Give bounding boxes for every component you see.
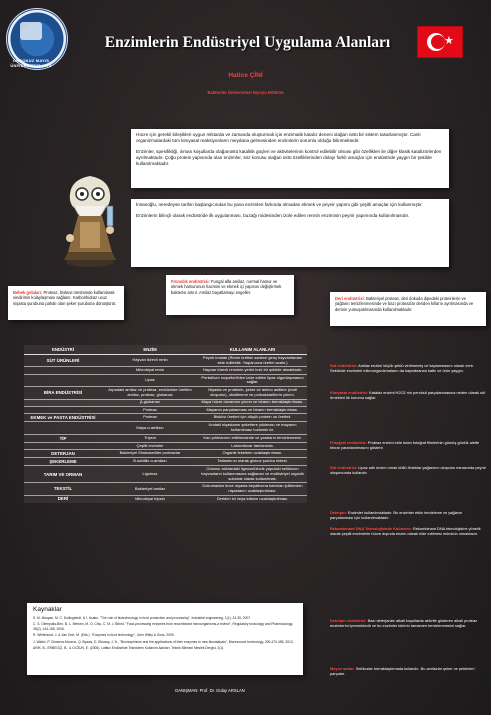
table-cell-enzyme: Arpadaki amilaz ve proteaz, endüstride üretilen amilaz, proteaz, glukanaz xyxy=(102,387,198,399)
table-row xyxy=(24,387,307,399)
table-cell-usage: Tatlandırıcı olarak glukoz şurubu eldesi. xyxy=(198,458,307,466)
table-row xyxy=(24,442,307,449)
header-usage: KULLANIM ALANLARI xyxy=(198,345,307,355)
table-cell-enzyme: Çeşitli enzimler xyxy=(102,442,198,449)
note-chemical-heading: Kimyasal endüstrisi: xyxy=(330,390,369,395)
logo-emblem-icon xyxy=(20,22,42,40)
leather-text: Bakteriyel proteaz, deri dokuda dipedeki proteinlerin ve yağların temizlenmesinde ve bazı proteazlar deriden kılların ayrılmasında ve derinin yumuşatılmasında kullanılmaktadır. xyxy=(335,296,474,312)
table-row xyxy=(24,434,307,442)
logo-text: ONDOKUZ MAYIS ÜNİVERSİTESİ 1975 xyxy=(10,58,52,68)
table-row xyxy=(24,450,307,458)
table-cell-usage: Odunsu atıklardaki lignoselülozik yapıdaki selülozun hayvanların kullanmasına sağlanan ve endüstriyel organik substrat olarak kullanılmak. xyxy=(198,466,307,483)
table-cell-enzyme: Maya α-amilazı xyxy=(102,422,198,434)
note-photo xyxy=(330,440,486,450)
turkish-flag-icon xyxy=(418,27,462,57)
table-body xyxy=(24,355,307,503)
note-detergent-industry xyxy=(330,618,486,628)
table-cell-enzyme: Hayvan türevli renin xyxy=(102,355,198,367)
table-cell-industry xyxy=(24,406,102,413)
note-milk-heading: Süt endüstrisi: xyxy=(330,465,358,470)
institution-name: Bakteriler Üniversitesi Biyoyo Bölümü xyxy=(207,90,284,95)
header-industry: ENDÜSTRİ xyxy=(24,345,102,355)
table-cell-industry: ŞEKERLEME xyxy=(24,458,102,466)
history-paragraph-1: İnsanoğlu, neredeyse tarihin başlangıcından bu yana enzimleri farkında olmadan ekmek ve peynir yapımı gibi çeşitli amaçlar için kullanmıştır. xyxy=(136,202,423,207)
intro-box xyxy=(131,129,449,188)
table-row xyxy=(24,374,307,386)
table-cell-usage: Kan pıhtılarının eritilmesinde ve yaraların temizlenmesi. xyxy=(198,434,307,442)
table-cell-industry xyxy=(24,442,102,449)
table-cell-usage: Maya hücre duvarının yıkımı ve biranın berraklaştırılması. xyxy=(198,399,307,406)
baby-food-text: Proteaz, bisküvi üretiminde kullanılarak sindirimin kolaylaşması sağlanır. Karbonhidraz ucuz nişasta şurubuna pahalı olan şeker şurubuna dönüştürür. xyxy=(13,290,117,306)
table-cell-industry xyxy=(24,399,102,406)
table-cell-enzyme: β-glukanaz xyxy=(102,399,198,406)
table-row xyxy=(24,414,307,422)
leather-heading: Deri endüstrisi: xyxy=(335,296,366,301)
note-juice xyxy=(330,666,486,676)
table-cell-industry xyxy=(24,367,102,374)
flag-crescent-inner xyxy=(431,35,445,49)
table-cell-enzyme: Tripsin xyxy=(102,434,198,442)
note-detergent xyxy=(330,510,486,520)
table-row xyxy=(24,367,307,374)
note-juice-text: Selülozlar berraklaştırmada kullanılır. Bu amilazlar şeker ve pektinleri parçalar. xyxy=(330,666,475,677)
note-milk-text: Lipaz adlı enzim ırmak küflü findıklar yağlarının oluşumu esnasında peynir oluşumunda kullanılır. xyxy=(330,465,486,476)
table-cell-enzyme: Proteaz xyxy=(102,414,198,422)
table-row xyxy=(24,355,307,367)
note-dairy-heading: Süt endüstrisi: xyxy=(330,363,358,368)
table-cell-industry: TEKSTİL xyxy=(24,483,102,495)
table-cell-usage: Deriden kıl veya kılların uzaklaştırılması. xyxy=(198,495,307,502)
reference-item: R. Whitehurst, J. & Van Oort, M. (Eds.). "Enzymes in food technology", John Wiley & Sons, 2009. xyxy=(33,633,175,638)
table-cell-industry: BİRA ENDÜSTRİSİ xyxy=(24,387,102,399)
table-cell-usage: Bisküvi üretimi için düşük protein un üretimi. xyxy=(198,414,307,422)
references-title: Kaynaklar xyxy=(33,606,62,613)
table-cell-usage: Nişasta ve proteinin, şeker ve amino asitlere (malt oluşumu), oksitlenme ve polisakkaritlerin yıkımı. xyxy=(198,387,307,399)
table-cell-industry xyxy=(24,374,102,386)
bakery-text: Fungal alfa amilaz, normal hamur ve ekmek hamurunun hacmini ve ekmek içi yapısını değiştirmek bakterisi artırır. Amilaz bayatlamayı engeller. xyxy=(171,279,282,295)
table-row xyxy=(24,422,307,434)
table-row xyxy=(24,458,307,466)
baby-food-heading: Bebek gıdaları: xyxy=(13,290,43,295)
reference-item: J. Walsh, P. Cisneros-Moreno, Q. Byaws, D. Eksowy, J. N., "Biomorphisms and the applications of their enzymes to new biocatalysis", Bioresource technology, 290-470-495, 2013. xyxy=(33,639,294,644)
intro-paragraph-2: Enzimler, spesifikliği, ılıman koşullarda olağanüstü katalitik güçleri ve aktivitelerinin kontrol edilebilir olması gibi özellikleri ile diğer klasik katalizörlerden ayrılmaktadır. Çoğu protein yapısında olan enzimler, söz konusu olağan üstü özelliklerinden dolayı farklı amaçlar için endüstride yaygın bir şekilde kullanılmaktadır. xyxy=(136,148,442,166)
bakery-box xyxy=(166,275,294,315)
poster-title: Enzimlerin Endüstriyel Uygulama Alanları xyxy=(104,34,391,51)
note-milk xyxy=(330,465,486,475)
note-recombinant-text: Rekombinant DNA teknolojisine yönelik olarak çeşitli enzimlerin hücre dışında enzim olarak elde edilmesi mümkün olmaktadır. xyxy=(330,526,481,537)
baby-food-box xyxy=(8,286,124,320)
author-name: Hatice ÇİNİ xyxy=(228,72,263,79)
note-detergent-text: Enzimler kullanılmaktadır. Bu enzimler etkin temizleme ve yağların parçalanması için kullanılmaktadır. xyxy=(330,510,463,521)
table-cell-usage: Peynir imalatı (Renin üretimi sadece genç hayvanlardan elde edilebilir. Yaşlanınca üretim azalır.) xyxy=(198,355,307,367)
note-dairy xyxy=(330,363,486,373)
enzyme-usage-table xyxy=(24,345,307,503)
table-cell-industry: TİP xyxy=(24,434,102,442)
table-row xyxy=(24,406,307,413)
note-photo-text: Proteaz enzimi elde tutan fotoğraf filmlerinin gümüş gözlük alette tekrar yararlanılmasını gösterir. xyxy=(330,440,480,451)
scientist-illustration-icon xyxy=(60,160,120,270)
table-cell-usage: Laboratuvar tanılarında. xyxy=(198,442,307,449)
note-detergent-industry-heading: Deterjan endüstrisi: xyxy=(330,618,367,623)
table-row xyxy=(24,495,307,502)
note-chemical xyxy=(330,390,486,400)
note-juice-heading: Meyve suları: xyxy=(330,666,355,671)
flag-star-icon: ★ xyxy=(444,35,454,47)
table-cell-usage: Hayvan türevli renninin yerini hızlı bir şekilde almaktadır. xyxy=(198,367,307,374)
history-paragraph-2: Enzimlerin bilinçli olarak endüstride ilk uygulanması, buzağı midesinden izole edilen rennin enziminin peynir yapımında kullanılmasıdır. xyxy=(136,212,410,218)
advisor-credit: DANIŞMAN: Prof. Dr. Gülay ARSLAN xyxy=(175,688,245,693)
header-enzyme: ENZİM xyxy=(102,345,198,355)
table-cell-industry xyxy=(24,422,102,434)
note-photo-heading: Fotoğraf endüstrisi: xyxy=(330,440,367,445)
history-box xyxy=(131,199,449,267)
table-cell-enzyme: Lipaz xyxy=(102,374,198,386)
table-cell-usage: Undaki nişastanın şekerlere yıkılması ve mayanın kullanılması hızlandırılır. xyxy=(198,422,307,434)
note-recombinant-heading: Rekombinant DNA Teknolojisinde Kullanımı: xyxy=(330,526,412,531)
reference-item: ARIK, B., ERBEGÇİ, B., & OLĞUN, E. (2006). Latitus Endüstride Tekniklerin Kullanım Alanları. Teknik Bilimsel Meslek Dergisi, 2(1). xyxy=(33,646,225,651)
table-cell-enzyme: Bakteriyel amilaz xyxy=(102,483,198,495)
table-row xyxy=(24,483,307,495)
table-cell-industry: DETERJAN xyxy=(24,450,102,458)
table-cell-enzyme: Mikrobiyal renin xyxy=(102,367,198,374)
table-cell-enzyme: Mikrobiyal tripsin xyxy=(102,495,198,502)
note-chemical-text: Katalaz enzimi H2O2 nin peroksit parçalanmasına neden olarak süt örnekleri ile koruma sağlar. xyxy=(330,390,486,401)
table-header-row xyxy=(24,345,307,355)
bakery-heading: Fırıncılık endüstrisi: xyxy=(171,279,210,284)
reference-item: S. M. Mosyan, M. C. Dollingstedt, & I. Usaku. "The role of biotechnology in food production and processing", Industrial engineering, 1(1), 24-35, 2007. xyxy=(33,616,252,620)
references-list xyxy=(33,616,297,650)
table-cell-usage: Organik lekelerin uzaklaştırılması. xyxy=(198,450,307,458)
table-cell-usage: Mayanın parçalanması ve biranın berraklaştırılması. xyxy=(198,406,307,413)
table-cell-industry: SÜT ÜRÜNLERİ xyxy=(24,355,102,367)
reference-item: C. S. Olempaks-Ben, B. L. Merken, M. O. Chiu, C. M. J. Bibird. "Food-processing enzymes from recombinant microorganisms-a review", Regulatory toxicology and Pharmacology, 45(2), 144-158, 2006. xyxy=(33,622,294,631)
note-detergent-heading: Deterjan: xyxy=(330,510,347,515)
table-cell-enzyme: Ligninaz xyxy=(102,466,198,483)
table-cell-usage: Dokumadan önce nişasta beyaltısına batırılan ipliklerden nişastanın uzaklaştırılması. xyxy=(198,483,307,495)
intro-paragraph-1: Hücre için gerekli bileşikleri uygun miktarda ve zamanda oluşturmak için enzimatik katalız deneni olağan üstü bir sistem tasarlanmıştır. Canlı organizmalardaki tüm kimyasal reaksiyonların meydana gelmesinden enzimlerin sorumlu olduğu bilinmektedir. xyxy=(136,132,421,143)
note-detergent-industry-text: Bazı deterjanlar alkali koşullarda aktivite gösteren alkali proteaz enzimlerini içermektedir ve bu enzimler kirlerin tamamen temizlenmesini sağlar. xyxy=(330,618,478,629)
table-row xyxy=(24,399,307,406)
table-cell-enzyme: B.subtilis α-amilazı xyxy=(102,458,198,466)
leather-box xyxy=(330,292,486,326)
table-cell-industry: TARIM VE ORMAN xyxy=(24,466,102,483)
note-recombinant xyxy=(330,526,486,536)
note-dairy-text: Amilaz enzimi küçük şeklü verilmemiş ve kaplanmasını olarak verir. Sektörde enzimleri mikroorganizmaların da kaynaklanan katkı ve ürün yaygın. xyxy=(330,363,474,374)
table-cell-industry: DERİ xyxy=(24,495,102,502)
references-box xyxy=(27,603,303,675)
table-cell-industry: EKMEK ve PASTA ENDÜSTRİSİ xyxy=(24,414,102,422)
table-cell-usage: Penisilium roqueforti'den izole edilen lipaz olgunlaşmasını sağlar. xyxy=(198,374,307,386)
table-row xyxy=(24,466,307,483)
table-cell-enzyme: Bakteriyel Ekstraselüler proteazlar xyxy=(102,450,198,458)
table-cell-enzyme: Proteaz xyxy=(102,406,198,413)
